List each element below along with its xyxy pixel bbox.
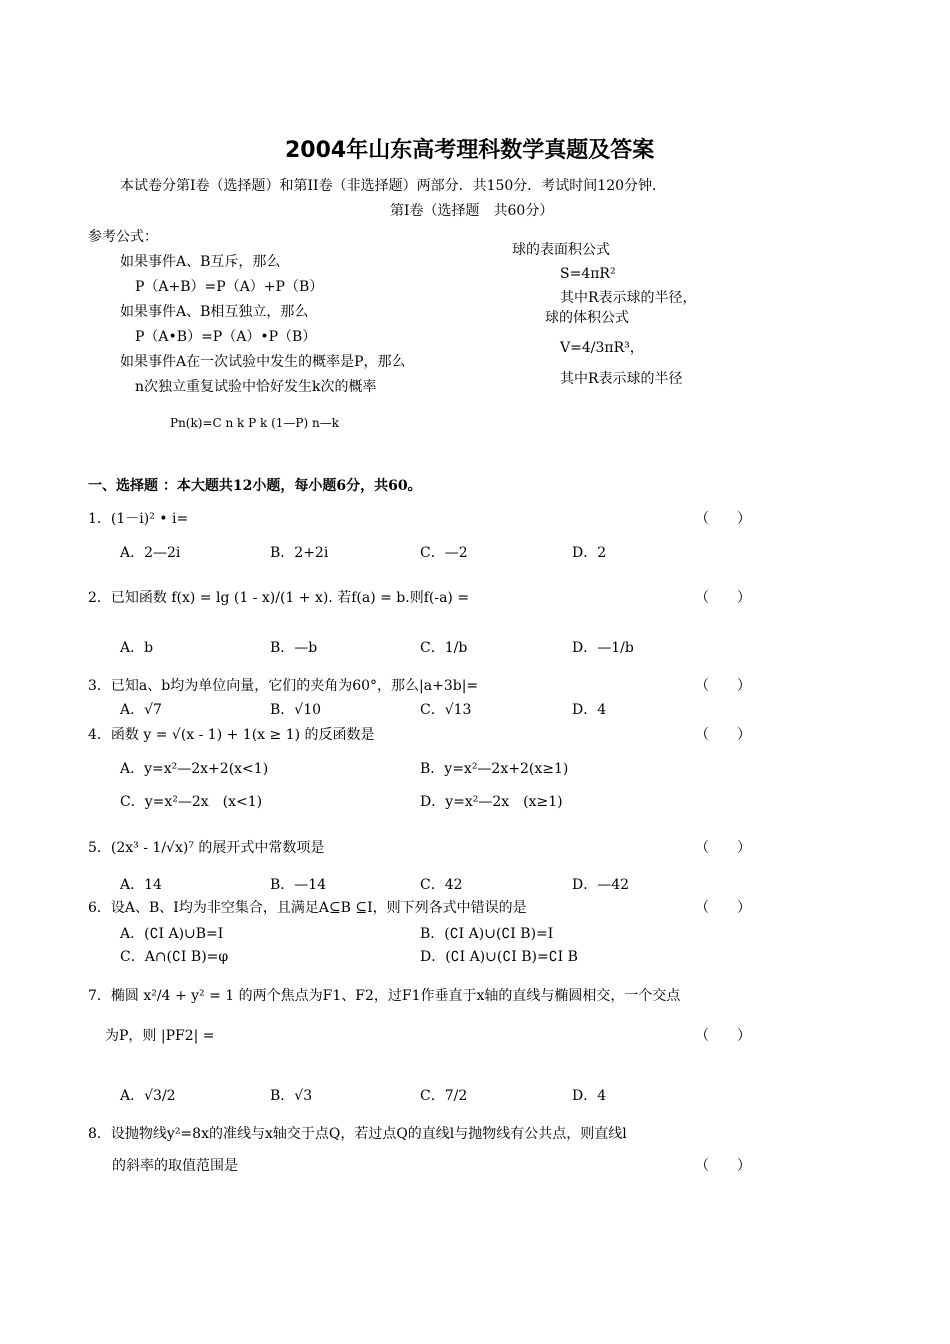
option: C．7/2 xyxy=(420,1088,468,1104)
exam-intro: 本试卷分第Ⅰ卷（选择题）和第II卷（非选择题）两部分．共150分．考试时间120分钟． xyxy=(120,178,667,194)
formula-line: 其中R表示球的半径 xyxy=(560,371,683,387)
question-stem: 6．设A、B、I均为非空集合，且满足A⊆B ⊆I，则下列各式中错误的是 xyxy=(88,900,527,916)
question-stem: 4．函数 y = √(x - 1) + 1(x ≥ 1) 的反函数是 xyxy=(88,727,375,743)
option: B．√10 xyxy=(270,702,322,718)
part1-heading: 一、选择题 ：本大题共12小题，每小题6分，共60。 xyxy=(88,478,422,494)
answer-paren: （ ） xyxy=(695,1158,751,1174)
formula-line: n次独立重复试验中恰好发生k次的概率 xyxy=(135,379,377,395)
question-stem: 3．已知a、b均为单位向量，它们的夹角为60°，那么|a+3b|= xyxy=(88,678,479,694)
formula-line: 球的体积公式 xyxy=(545,310,629,326)
option: A．√3/2 xyxy=(120,1088,176,1104)
option: D．—42 xyxy=(572,877,630,893)
option: D．(∁I A)∪(∁I B)=∁I B xyxy=(420,949,578,965)
formula-line: 如果事件A在一次试验中发生的概率是P，那么 xyxy=(120,354,406,370)
question-stem-continued: 的斜率的取值范围是 xyxy=(112,1158,238,1174)
question-stem: 8．设抛物线y²=8x的准线与x轴交于点Q，若过点Q的直线l与抛物线有公共点，则直线l xyxy=(88,1126,627,1142)
option: B．√3 xyxy=(270,1088,313,1104)
answer-paren: （ ） xyxy=(695,678,751,694)
binomial-formula: Pn(k)=C n k P k (1—P) n—k xyxy=(170,416,339,430)
sphere-volume-formula: V=4/3πR³， xyxy=(560,340,644,356)
formula-line: 其中R表示球的半径， xyxy=(560,290,697,306)
answer-paren: （ ） xyxy=(695,590,751,606)
option: C．y=x²—2x (x<1) xyxy=(120,794,263,810)
sphere-area-formula: S=4πR² xyxy=(560,266,616,282)
answer-paren: （ ） xyxy=(695,511,751,527)
option: A．2—2i xyxy=(120,545,181,561)
option: C．42 xyxy=(420,877,463,893)
formula-line: 如果事件A、B互斥，那么 xyxy=(120,254,281,270)
question-stem: 2．已知函数 f(x) = lg (1 - x)/(1 + x). 若f(a) = b.则f(-a) = xyxy=(88,590,470,606)
answer-paren: （ ） xyxy=(695,727,751,743)
option: A．b xyxy=(120,640,154,656)
option: C．1/b xyxy=(420,640,468,656)
option: B．2+2i xyxy=(270,545,329,561)
question-stem-continued: 为P，则 |PF2| = xyxy=(105,1028,215,1044)
formula-line: 如果事件A、B相互独立，那么 xyxy=(120,304,309,320)
option: C．—2 xyxy=(420,545,468,561)
formula-label: 参考公式： xyxy=(88,229,158,245)
page-title: 2004年山东高考理科数学真题及答案 xyxy=(285,138,655,163)
option: A．y=x²—2x+2(x<1) xyxy=(120,761,269,777)
question-stem: 1．(1－i)² • i= xyxy=(88,511,189,527)
option: B．—b xyxy=(270,640,318,656)
answer-paren: （ ） xyxy=(695,900,751,916)
option: D．2 xyxy=(572,545,607,561)
option: C．A∩(∁I B)=φ xyxy=(120,949,229,965)
section-header: 第Ⅰ卷（选择题 共60分） xyxy=(390,203,554,219)
option: A．√7 xyxy=(120,702,162,718)
formula-line: 球的表面积公式 xyxy=(512,242,610,258)
option: B．—14 xyxy=(270,877,327,893)
answer-paren: （ ） xyxy=(695,1028,751,1044)
option: D．4 xyxy=(572,1088,607,1104)
option: B．(∁I A)∪(∁I B)=I xyxy=(420,926,554,942)
option: D．y=x²—2x (x≥1) xyxy=(420,794,563,810)
option: D．4 xyxy=(572,702,607,718)
option: A．14 xyxy=(120,877,162,893)
formula-line: P（A•B）=P（A）•P（B） xyxy=(135,329,317,345)
option: C．√13 xyxy=(420,702,472,718)
formula-line: P（A+B）=P（A）+P（B） xyxy=(135,279,324,295)
option: A．(∁I A)∪B=I xyxy=(120,926,224,942)
answer-paren: （ ） xyxy=(695,840,751,856)
option: D．—1/b xyxy=(572,640,634,656)
question-stem: 7．椭圆 x²/4 + y² = 1 的两个焦点为F1、F2，过F1作垂直于x轴的直线与椭圆相交，一个交点 xyxy=(88,988,681,1004)
question-stem: 5．(2x³ - 1/√x)⁷ 的展开式中常数项是 xyxy=(88,840,325,856)
option: B．y=x²—2x+2(x≥1) xyxy=(420,761,569,777)
